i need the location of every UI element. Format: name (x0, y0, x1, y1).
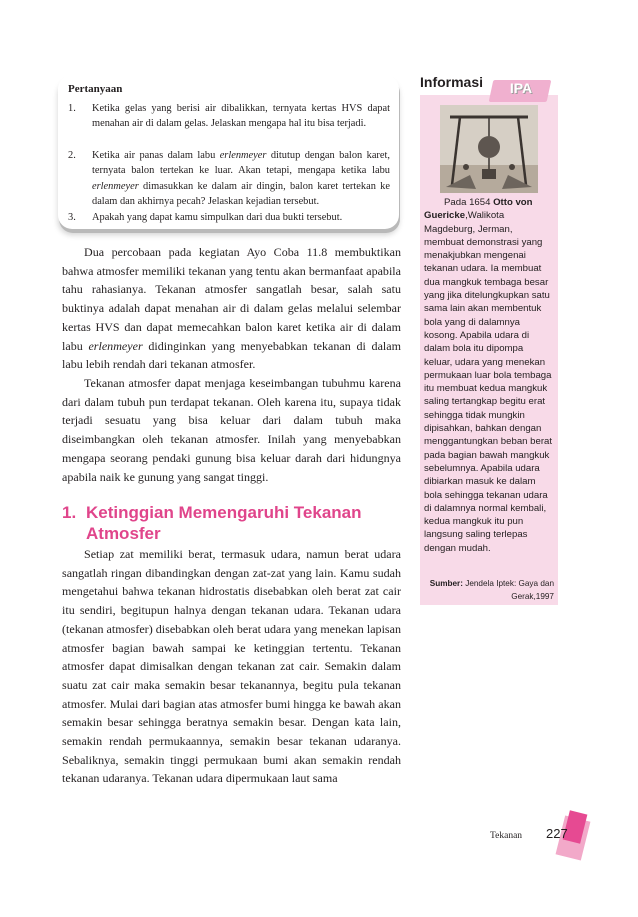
caption-text: Pada 1654 (444, 197, 494, 208)
magdeburg-hemispheres-illustration (440, 105, 538, 193)
section-title: Ketinggian Memengaruhi Tekanan Atmosfer (86, 503, 362, 543)
question-number: 2. (68, 150, 76, 161)
illustration-svg (440, 105, 538, 193)
paragraph-text: Dua percobaan pada kegiatan Ayo Coba 11.8 membuktikan bahwa atmosfer memiliki tekanan yang tentu akan bermanfaat apabila tahu rahasianya. Tekanan atmosfer sangatlah besar, salah satu buktinya adalah dapat menahan air di dalam gelas melalui selembar kertas HVS dan dapat memecahkan balon karet ketika air di dalam labu (62, 245, 401, 353)
caption-text: ,Walikota Magdeburg, Jerman, membuat demonstrasi yang menakjubkan mengenai tekanan udara. Ia membuat dua mangkuk tembaga besar yang jika ditelungkupkan satu sama lain akan membentuk bola yang di dalamnya kosong. Apabila udara di dalam bola itu dipompa keluar, udara yang menekan permukaan luar bola tembaga itu membuat kedua mangkuk saling tertangkap begitu erat sehingga tidak mungkin dipisahkan, bahkan dengan menggantungkan beban berat pada bagian bawah mangkuk sebelumnya. Apabila udara dibiarkan masuk ke dalam bola sehingga tekanan udara di dalamnya normal kembali, kedua mangkuk itu pun langsung saling terlepas dengan mudah. (424, 210, 553, 554)
question-text-part: ditutup dengan balon karet, ternyata balon tertekan ke luar. Akan tetapi, mengapa ketika labu (92, 150, 390, 177)
question-text-part: dimasukkan ke dalam air dingin, balon karet tertekan ke dalam dan akhirnya pecah? Jelaskan kejadian tersebut. (92, 180, 390, 208)
question-item (68, 210, 390, 225)
question-number: 1. (68, 103, 76, 114)
paragraph-2: Tekanan atmosfer dapat menjaga keseimbangan tubuhmu karena dari dalam tubuh pun terdapat tekanan. Oleh karena itu, supaya tidak terjadi sesuatu yang bisa keluar dari dalam tubuh maka diseimbangkan oleh tekanan atmosfer. Inilah yang menyebabkan mengapa seorang pendaki gunung bisa keluar darah dari hidungnya apabila naik ke gunung yang sangat tinggi. (62, 376, 401, 484)
question-box-title: Pertanyaan (68, 83, 123, 95)
source-text: Jendela Iptek: Gaya dan Gerak,1997 (465, 579, 554, 601)
question-text (92, 148, 390, 210)
caption-bold: Otto von Guericke (424, 197, 533, 222)
paragraph-1 (62, 243, 401, 374)
question-text-italic: erlenmeyer (219, 150, 267, 161)
paragraph-text: didinginkan yang menyebabkan tekanan di dalam labu lebih rendah dari tekanan atmosfer. (62, 338, 401, 372)
question-text-part: Ketika air panas dalam labu (92, 150, 220, 161)
sidebar-tag: IPA (509, 80, 533, 96)
question-box (58, 75, 399, 229)
source-label: Sumber: (429, 579, 463, 588)
section-heading (62, 502, 401, 544)
question-number: 3. (68, 212, 76, 223)
sidebar-caption (424, 196, 554, 555)
sidebar-title: Informasi (420, 74, 484, 90)
paragraph-italic: erlenmeyer (88, 338, 143, 353)
question-item (68, 148, 390, 210)
sidebar-source (424, 577, 554, 603)
question-text: Apakah yang dapat kamu simpulkan dari dua bukti tersebut. (92, 212, 343, 223)
question-text-italic: erlenmeyer (92, 180, 139, 192)
footer-chapter-label: Tekanan (490, 831, 523, 841)
question-item (68, 101, 390, 132)
paragraph-3: Setiap zat memiliki berat, termasuk udara, namun berat udara sangatlah ringan dibandingkan dengan zat-zat yang lain. Kamu sudah mengetahui bahwa tekanan hidrostatis disebabkan oleh berat zat cair itu sendiri, begitupun halnya dengan tekanan udara. Tekanan udara (tekanan atmosfer) disebabkan oleh berat udara yang menekan lapisan atmosfer bagian bawah sampai ke ketinggian tertentu. Tekanan atmosfer dapat dimisalkan dengan tekanan zat cair. Semakin dalam suatu zat cair maka semakin besar tekanannya, begitu pula tekanan atmosfer. Mulai dari bagian atas atmosfer bumi hingga ke bawah akan semakin besar sehingga beratnya semakin besar. Dengan kata lain, semakin rendah permukaannya, semakin besar tekanan udaranya. Sebaliknya, semakin tinggi permukaan bumi akan semakin rendah tekanan udaranya. Tekanan udara dipermukaan laut sama (62, 547, 401, 786)
page-number: 227 (546, 826, 568, 841)
section-number: 1. (62, 503, 77, 522)
question-text: Ketika gelas yang berisi air dibalikkan, ternyata kertas HVS dapat menahan air di dalam gelas. Jelaskan mengapa hal itu bisa terjadi. (92, 103, 390, 130)
